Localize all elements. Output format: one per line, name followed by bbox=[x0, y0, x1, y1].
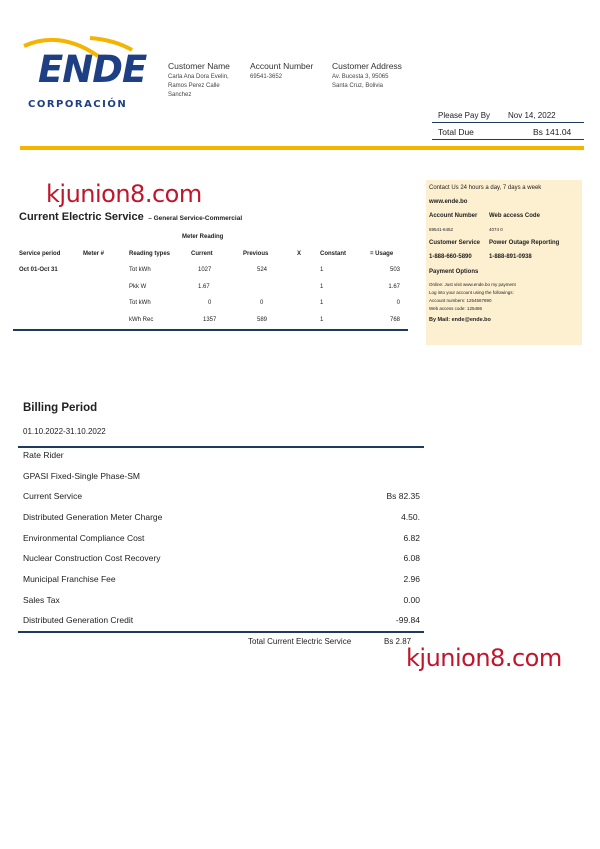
col-meter: Meter # bbox=[83, 251, 105, 257]
charge-label: Sales Tax bbox=[23, 595, 60, 605]
col-x: X bbox=[297, 251, 302, 257]
power-outage-phone[interactable]: 1-888-891-0938 bbox=[489, 254, 532, 260]
web-access-code-label: Web access Code bbox=[489, 213, 540, 219]
col-reading-types: Reading types bbox=[129, 251, 171, 257]
logo-subtitle: CORPORACIÓN bbox=[28, 99, 128, 110]
rate-plan: GPASI Fixed-Single Phase-SM bbox=[23, 471, 140, 481]
charge-value: Bs 82.35 bbox=[386, 491, 420, 501]
charge-label: Distributed Generation Meter Charge bbox=[23, 512, 163, 522]
charge-value: 4.50. bbox=[401, 512, 420, 522]
please-pay-by-date: Nov 14, 2022 bbox=[508, 111, 556, 120]
current-value: 1027 bbox=[198, 267, 212, 273]
usage-value: 768 bbox=[389, 317, 400, 323]
payment-line: Account numbers: 1254567890 bbox=[429, 298, 492, 303]
customer-name-line: Ramos Perez Calle bbox=[168, 83, 220, 89]
payment-line: Log into your account using the followings: bbox=[429, 290, 514, 295]
watermark-top: kjunion8.com bbox=[46, 180, 202, 208]
paybox-divider bbox=[432, 122, 584, 123]
service-title: Current Electric Service bbox=[19, 211, 144, 223]
customer-name-value bbox=[168, 73, 229, 100]
reading-type: Tot kWh bbox=[129, 300, 151, 306]
address-line: Santa Cruz, Bolivia bbox=[332, 83, 384, 89]
power-outage-label: Power Outage Reporting bbox=[489, 240, 560, 246]
current-value: 1.67 bbox=[198, 284, 210, 290]
service-subtitle: – General Service-Commercial bbox=[148, 215, 243, 222]
billing-top-rule bbox=[18, 446, 424, 448]
logo-name: ENDE bbox=[38, 48, 147, 91]
website-link[interactable]: www.ende.bo bbox=[429, 199, 468, 205]
customer-name-label: Customer Name bbox=[168, 61, 230, 71]
col-previous: Previous bbox=[243, 251, 269, 257]
constant-value: 1 bbox=[320, 267, 324, 273]
customer-name-line: Sanchez bbox=[168, 92, 192, 98]
customer-service-label: Customer Service bbox=[429, 240, 481, 246]
account-number-label: Account Number bbox=[250, 61, 314, 71]
charge-value: 6.82 bbox=[403, 533, 420, 543]
charge-label: Distributed Generation Credit bbox=[23, 615, 134, 625]
charge-label: Nuclear Construction Cost Recovery bbox=[23, 553, 161, 563]
account-number-value: 69541-6452 bbox=[429, 227, 454, 232]
customer-address-value bbox=[332, 73, 388, 91]
constant-value: 1 bbox=[320, 284, 324, 290]
service-heading bbox=[19, 207, 242, 225]
usage-value: 0 bbox=[396, 300, 400, 306]
col-service-period: Service period bbox=[19, 251, 61, 257]
payment-line: Web access code: 125486 bbox=[429, 306, 482, 311]
customer-service-phone[interactable]: 1-888-660-5890 bbox=[429, 254, 472, 260]
reading-type: Pkk W bbox=[129, 284, 147, 290]
service-table-rule bbox=[13, 329, 408, 331]
usage-value: 1.67 bbox=[388, 284, 400, 290]
col-constant: Constant bbox=[320, 251, 346, 257]
paybox-divider bbox=[432, 139, 584, 140]
account-number-value: 69541-3652 bbox=[250, 74, 283, 80]
charge-label: Environmental Compliance Cost bbox=[23, 533, 145, 543]
previous-value: 589 bbox=[257, 317, 268, 323]
by-mail-text: By Mail: ende@ende.bo bbox=[429, 317, 491, 323]
account-number-label: Account Number bbox=[429, 213, 478, 219]
customer-address-label: Customer Address bbox=[332, 61, 402, 71]
col-current: Current bbox=[191, 251, 213, 257]
charge-label: Municipal Franchise Fee bbox=[23, 574, 116, 584]
header-gold-rule bbox=[20, 146, 584, 150]
reading-type: kWh Rec bbox=[129, 317, 154, 323]
billing-bottom-rule bbox=[18, 631, 424, 633]
rate-rider-label: Rate Rider bbox=[23, 450, 64, 460]
col-usage: = Usage bbox=[370, 251, 394, 257]
billing-period-dates: 01.10.2022-31.10.2022 bbox=[23, 427, 106, 436]
charge-value: 2.96 bbox=[403, 574, 420, 584]
payment-line: Online: Just visit www.ende.bo my payment bbox=[429, 282, 516, 287]
web-access-code-value: 4074 0 bbox=[489, 227, 503, 232]
billing-period-title: Billing Period bbox=[23, 402, 98, 414]
charge-value: 0.00 bbox=[403, 595, 420, 605]
customer-name-line: Carla Ana Dora Evelin, bbox=[168, 74, 229, 80]
meter-reading-header: Meter Reading bbox=[182, 234, 224, 240]
service-period-value: Oct 01-Oct 31 bbox=[19, 267, 58, 273]
total-current-service-label: Total Current Electric Service bbox=[248, 637, 352, 646]
previous-value: 524 bbox=[257, 267, 268, 273]
total-due-value: Bs 141.04 bbox=[533, 127, 572, 137]
current-value: 1357 bbox=[203, 317, 217, 323]
previous-value: 0 bbox=[260, 300, 264, 306]
charge-value: 6.08 bbox=[403, 553, 420, 563]
company-logo bbox=[18, 36, 148, 116]
constant-value: 1 bbox=[320, 300, 324, 306]
watermark-bottom: kjunion8.com bbox=[406, 644, 562, 672]
total-current-service-value: Bs 2.87 bbox=[384, 637, 412, 646]
contact-sidebar bbox=[426, 180, 582, 345]
charge-label: Current Service bbox=[23, 491, 83, 501]
please-pay-by-label: Please Pay By bbox=[438, 111, 491, 120]
address-line: Av. Bucesta 3, 95065 bbox=[332, 74, 389, 80]
payment-options-label: Payment Options bbox=[429, 269, 479, 275]
usage-value: 503 bbox=[389, 267, 400, 273]
current-value: 0 bbox=[208, 300, 212, 306]
constant-value: 1 bbox=[320, 317, 324, 323]
contact-text: Contact Us 24 hours a day, 7 days a week bbox=[429, 185, 542, 191]
total-due-label: Total Due bbox=[438, 127, 474, 137]
reading-type: Tot kWh bbox=[129, 267, 151, 273]
charge-value: -99.84 bbox=[395, 615, 420, 625]
